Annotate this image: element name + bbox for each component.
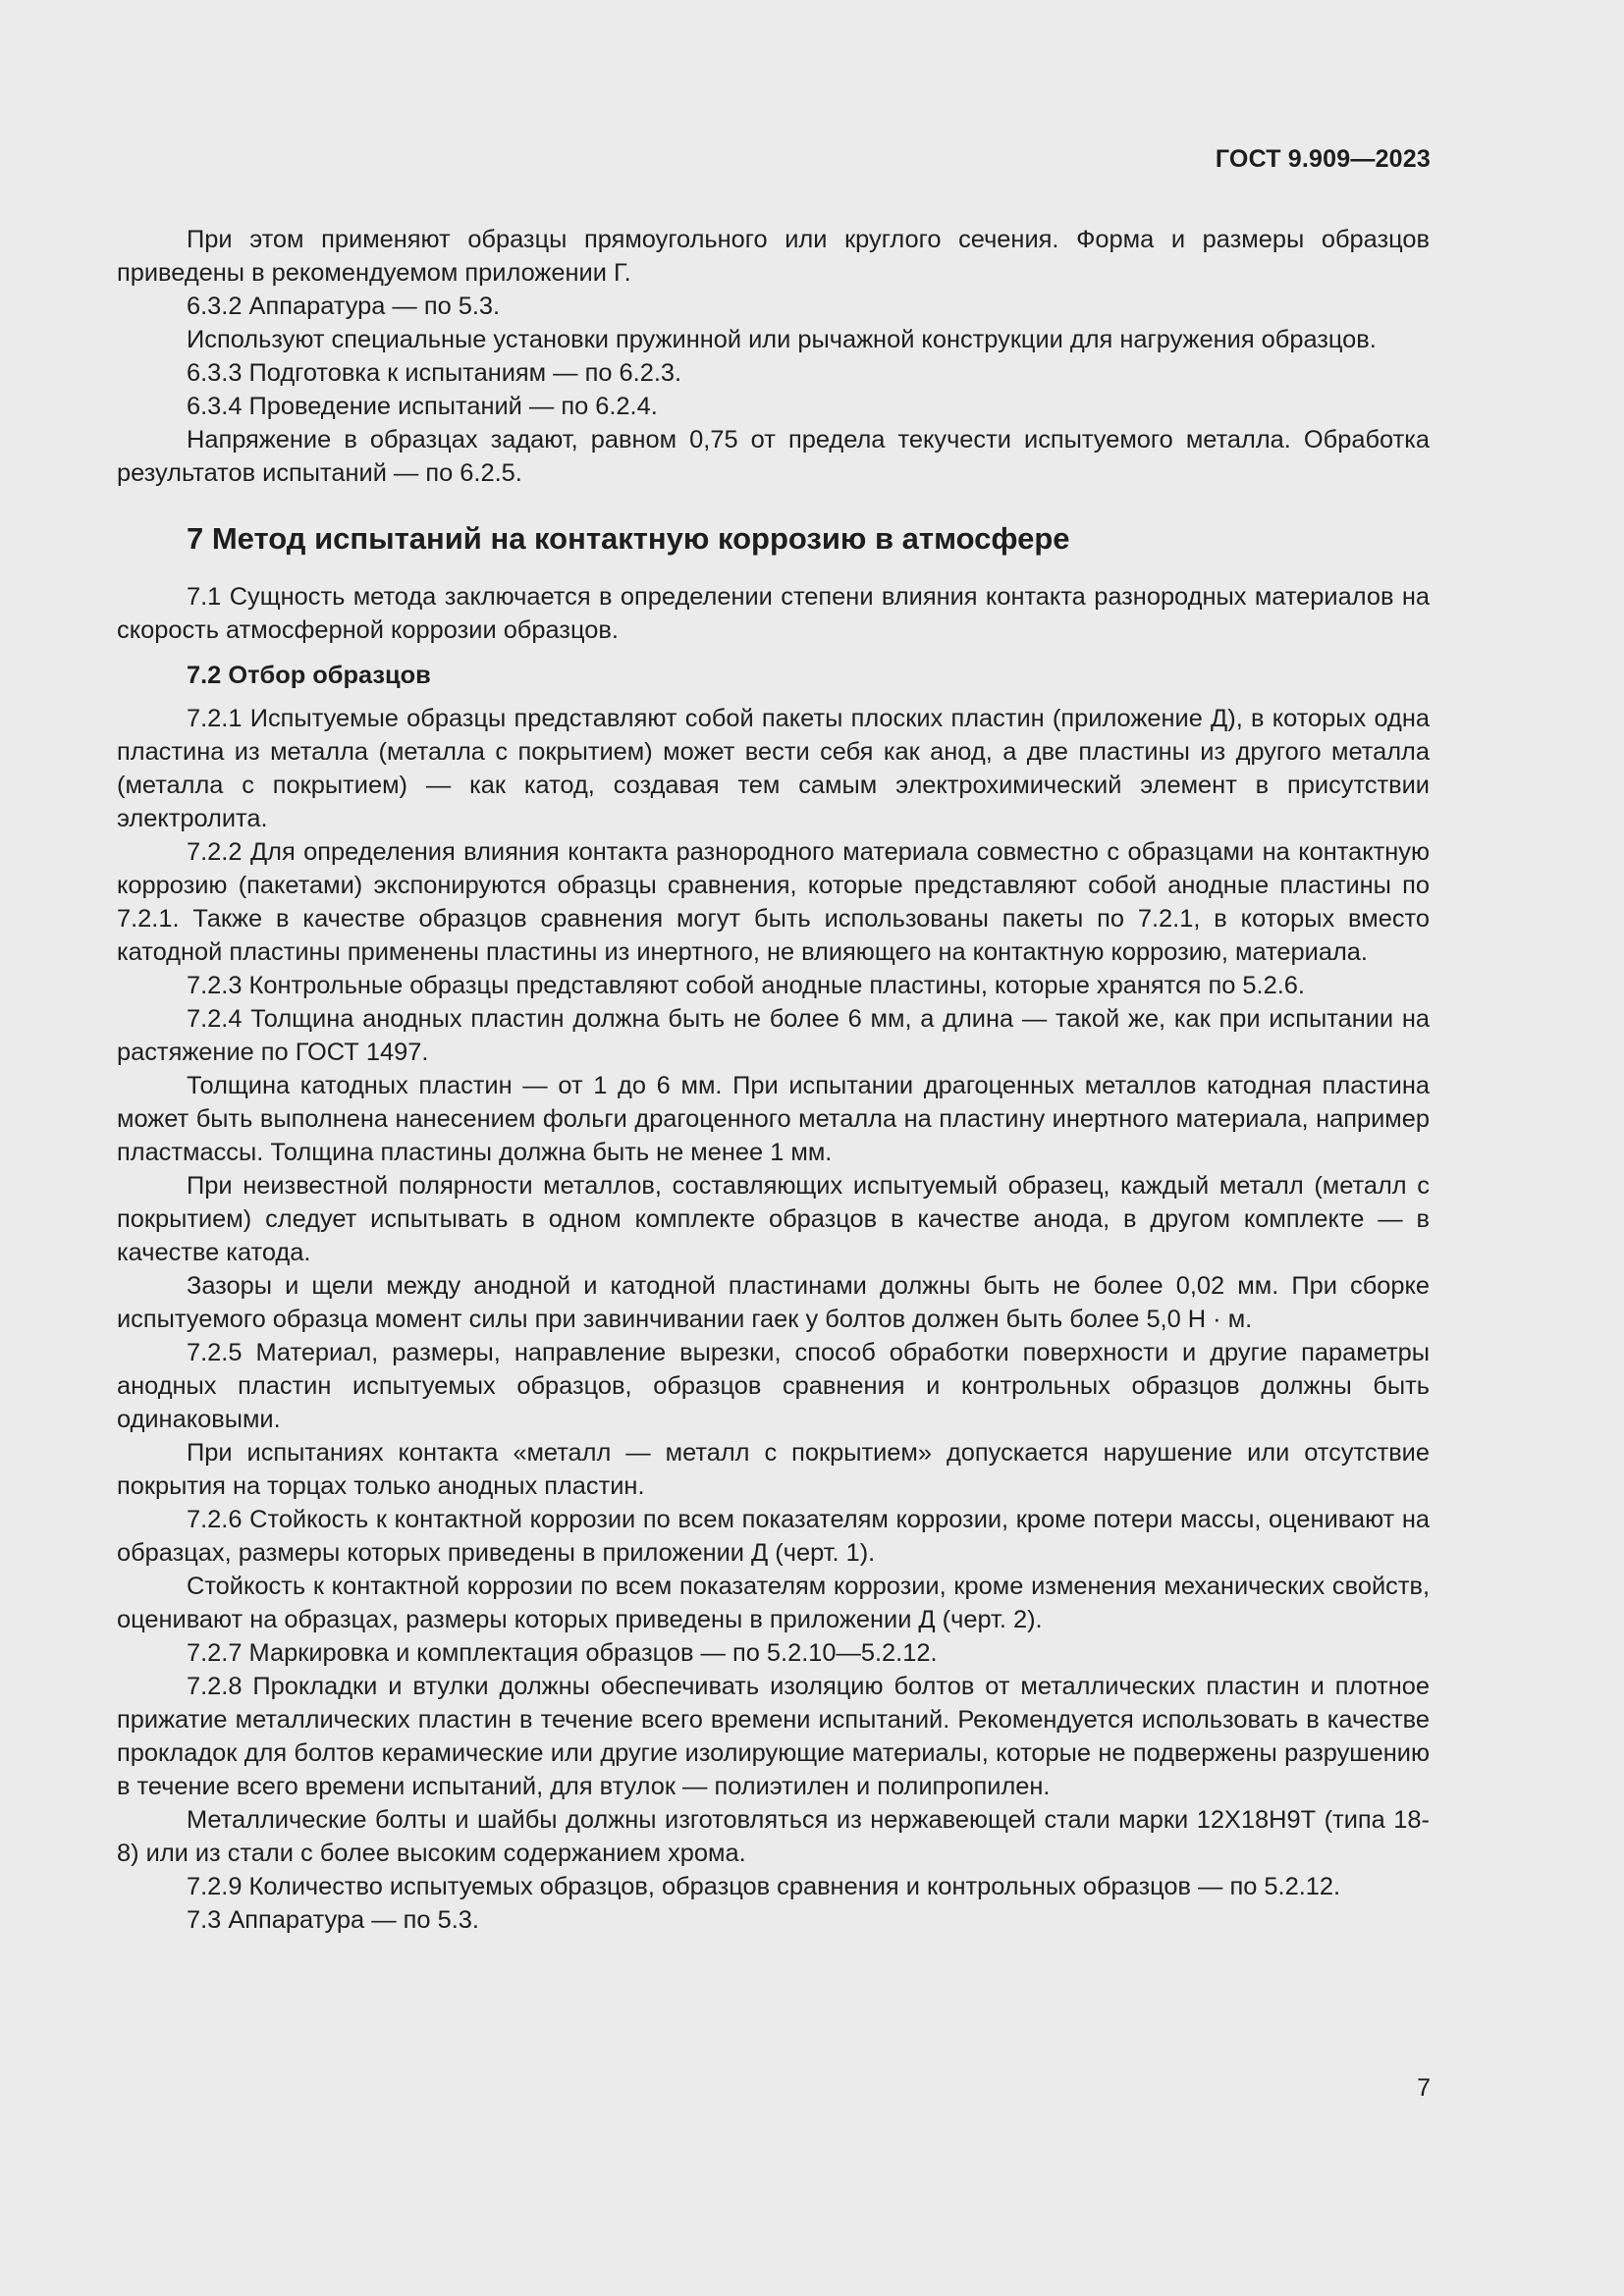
paragraph: Зазоры и щели между анодной и катодной пластинами должны быть не более 0,02 мм. При сборке испытуемого образца момент силы при завинчивании гаек у болтов должен быть более 5,0 Н · м. — [117, 1272, 1430, 1333]
paragraph: 6.3.3 Подготовка к испытаниям — по 6.2.3. — [187, 359, 682, 387]
document-body — [117, 223, 1430, 1937]
paragraph: 7.2.7 Маркировка и комплектация образцов — по 5.2.10—5.2.12. — [187, 1639, 938, 1667]
paragraph: 6.3.2 Аппаратура — по 5.3. — [187, 293, 501, 320]
paragraph: 7.2.8 Прокладки и втулки должны обеспечивать изоляцию болтов от металлических пластин и плотное прижатие металлических пластин в течение всего времени испытаний. Рекомендуется использовать в качестве прокладок для болтов керамические или другие изолирующие материалы, которые не подвержены разрушению в течение всего времени испытаний, для втулок — полиэтилен и полипропилен. — [117, 1673, 1430, 1800]
paragraph: При этом применяют образцы прямоугольного или круглого сечения. Форма и размеры образцов приведены в рекомендуемом приложении Г. — [117, 226, 1430, 287]
page-number: 7 — [1417, 2074, 1431, 2102]
paragraph: 7.2.1 Испытуемые образцы представляют собой пакеты плоских пластин (приложение Д), в которых одна пластина из металла (металла с покрытием) может вести себя как анод, а две пластины из другого металла (металла с покрытием) — как катод, создавая тем самым электрохимический элемент в присутствии электролита. — [117, 705, 1430, 832]
paragraph: 7.2.9 Количество испытуемых образцов, образцов сравнения и контрольных образцов — по 5.2.12. — [187, 1873, 1341, 1900]
paragraph: 7.3 Аппаратура — по 5.3. — [187, 1906, 479, 1934]
paragraph: При неизвестной полярности металлов, составляющих испытуемый образец, каждый металл (металл с покрытием) следует испытывать в одном комплекте образцов в качестве анода, в другом комплекте — в качестве катода. — [117, 1172, 1430, 1266]
paragraph: Напряжение в образцах задают, равном 0,75 от предела текучести испытуемого металла. Обработка результатов испытаний — по 6.2.5. — [117, 426, 1430, 487]
paragraph: При испытаниях контакта «металл — металл с покрытием» допускается нарушение или отсутствие покрытия на торцах только анодных пластин. — [117, 1439, 1430, 1500]
paragraph: 7.1 Сущность метода заключается в определении степени влияния контакта разнородных материалов на скорость атмосферной коррозии образцов. — [117, 583, 1430, 644]
paragraph: 7.2.3 Контрольные образцы представляют собой анодные пластины, которые хранятся по 5.2.6. — [187, 972, 1305, 999]
paragraph: 7.2.6 Стойкость к контактной коррозии по всем показателям коррозии, кроме потери массы, оценивают на образцах, размеры которых приведены в приложении Д (черт. 1). — [117, 1506, 1430, 1567]
paragraph: 6.3.4 Проведение испытаний — по 6.2.4. — [187, 393, 658, 420]
section-heading: 7 Метод испытаний на контактную коррозию в атмосфере — [187, 521, 1070, 556]
paragraph: Металлические болты и шайбы должны изготовляться из нержавеющей стали марки 12Х18Н9Т (типа 18-8) или из стали с более высоким содержанием хрома. — [117, 1806, 1430, 1867]
paragraph: 7.2.5 Материал, размеры, направление вырезки, способ обработки поверхности и другие параметры анодных пластин испытуемых образцов, образцов сравнения и контрольных образцов должны быть одинаковыми. — [117, 1339, 1430, 1433]
paragraph: Используют специальные установки пружинной или рычажной конструкции для нагружения образцов. — [187, 326, 1377, 353]
paragraph: Толщина катодных пластин — от 1 до 6 мм. При испытании драгоценных металлов катодная пластина может быть выполнена нанесением фольги драгоценного металла на пластину инертного материала, например пластмассы. Толщина пластины должна быть не менее 1 мм. — [117, 1072, 1430, 1166]
paragraph: 7.2.2 Для определения влияния контакта разнородного материала совместно с образцами на контактную коррозию (пакетами) экспонируются образцы сравнения, которые представляют собой анодные пластины по 7.2.1. Также в качестве образцов сравнения могут быть использованы пакеты по 7.2.1, в которых вместо катодной пластины применены пластины из инертного, не влияющего на контактную коррозию, материала. — [117, 838, 1430, 966]
paragraph: Стойкость к контактной коррозии по всем показателям коррозии, кроме изменения механических свойств, оценивают на образцах, размеры которых приведены в приложении Д (черт. 2). — [117, 1573, 1430, 1633]
subsection-heading: 7.2 Отбор образцов — [187, 662, 431, 689]
paragraph: 7.2.4 Толщина анодных пластин должна быть не более 6 мм, а длина — такой же, как при испытании на растяжение по ГОСТ 1497. — [117, 1005, 1430, 1066]
document-code-header: ГОСТ 9.909—2023 — [1215, 145, 1431, 173]
